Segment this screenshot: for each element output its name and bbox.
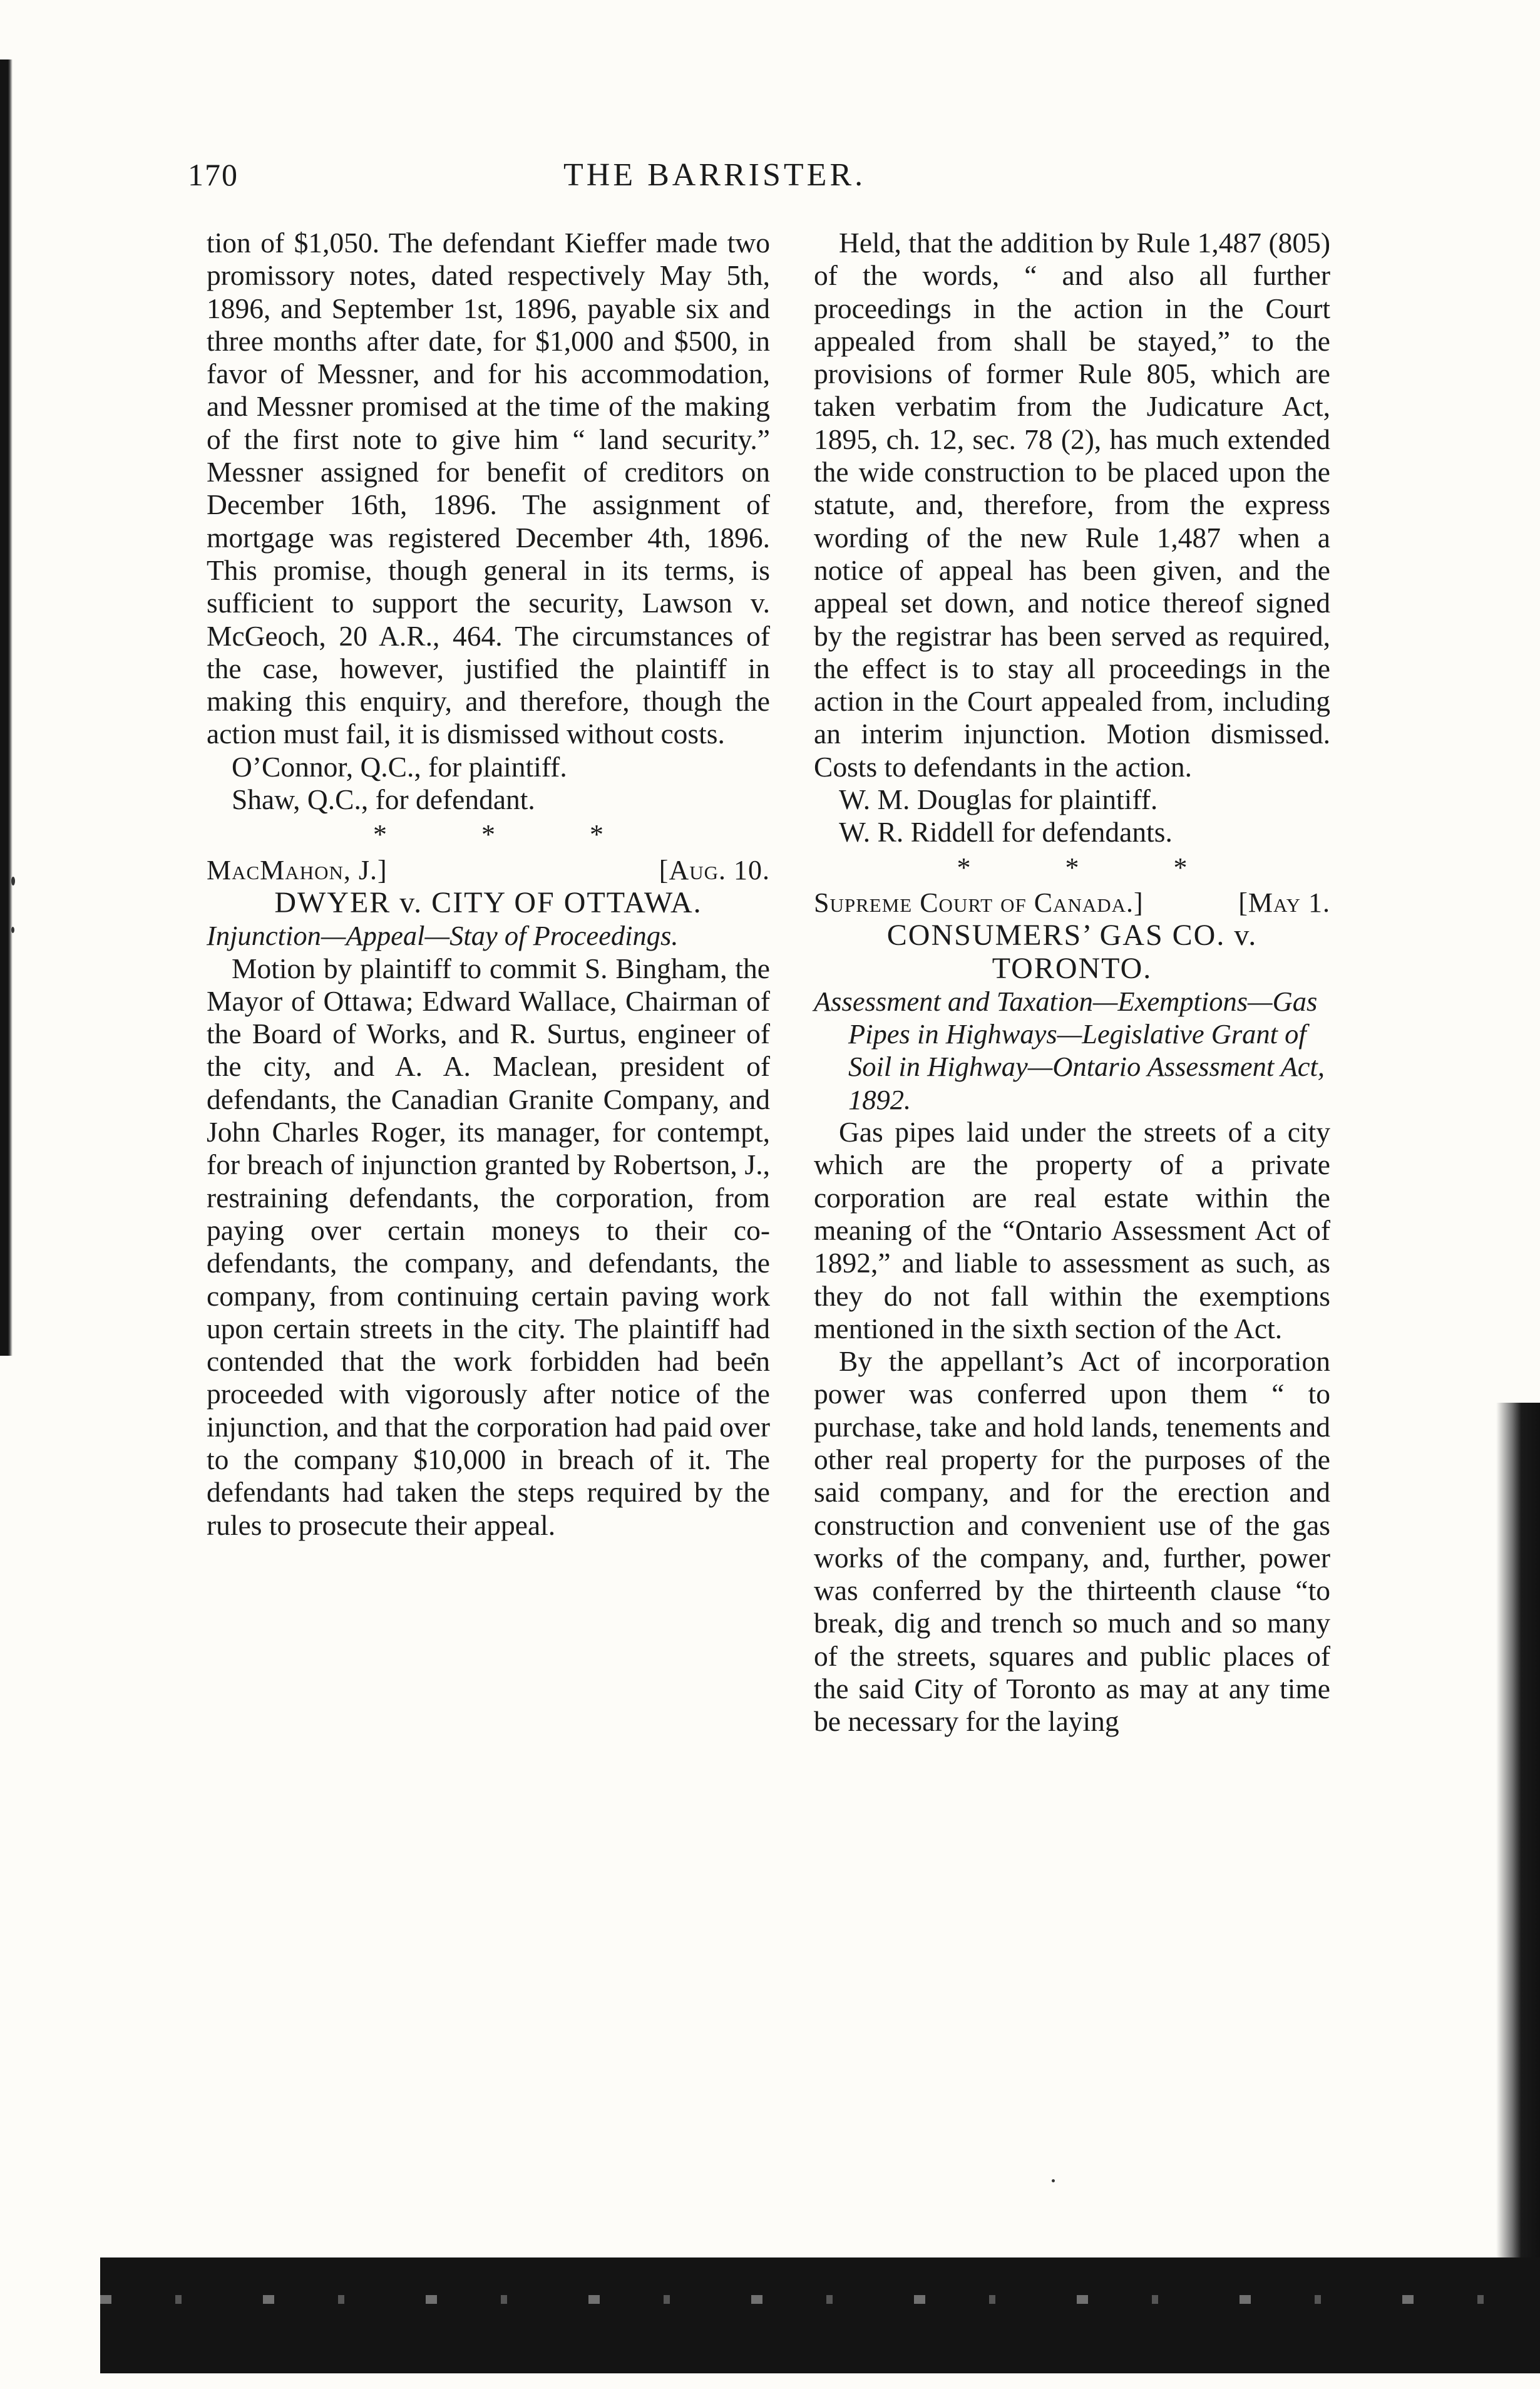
held-paragraph: Held, that the addition by Rule 1,487 (805) of the words, “ and also all further proceedings in the action in the Court appealed from shall be stayed,” to the provisions of former Rule 805, which are taken verbatim from the Judicature Act, 1895, ch. 12, sec. 78 (2), has much extended the wide construction to be placed upon the statute, and, therefore, from the express wording of the new Rule 1,487 when a notice of appeal has been given, and the appeal set down, and notice thereof signed by the registrar has been served as required, the effect is to stay all proceedings in the action in the Court appealed from, including an interim injunction. Motion dismissed. Costs to defendants in the action. bbox=[814, 227, 1330, 783]
case-date: [Aug. 10. bbox=[659, 854, 770, 885]
running-title: THE BARRISTER. bbox=[563, 157, 866, 193]
case-date: [May 1. bbox=[1238, 887, 1330, 918]
counsel-defendants: W. R. Riddell for defendants. bbox=[839, 816, 1173, 849]
right-column bbox=[814, 227, 1330, 1738]
scan-speck bbox=[1052, 2179, 1055, 2182]
counsel-plaintiff: O’Connor, Q.C., for plaintiff. bbox=[232, 750, 567, 783]
counsel-defendant: Shaw, Q.C., for defendant. bbox=[232, 783, 535, 816]
case-paragraph-1: Gas pipes laid under the streets of a city which are the property of a private corporation are real estate within the meaning of the “Ontario Assessment Act of 1892,” and liable to assessment as such, as they do not fall within the exemptions mentioned in the sixth section of the Act. bbox=[814, 1116, 1330, 1344]
opening-paragraph: tion of $1,050. The defendant Kieffer made two promissory notes, dated respectively May 5th, 1896, and September 1st, 1896, payable six and three months after date, for $1,000 and $500, in favor of Messner, and for his accommodation, and Messner promised at the time of the making of the first note to give him “ land security.” Messner assigned for benefit of creditors on December 16th, 1896. The assignment of mortgage was registered December 4th, 1896. This promise, though general in its terms, is sufficient to support the security, Lawson v. McGeoch, 20 A.R., 464. The circumstances of the case, however, justified the plaintiff in making this enquiry, and therefore, though the action must fail, it is dismissed without costs. bbox=[207, 227, 770, 750]
case-headnote: Assessment and Taxation—Exemptions—Gas Pipes in Highways—Legislative Grant of Soil in Highway—Ontario Assessment Act, 1892. bbox=[814, 985, 1325, 1115]
counsel-plaintiff: W. M. Douglas for plaintiff. bbox=[839, 783, 1158, 816]
left-column bbox=[207, 227, 770, 1542]
scan-speck bbox=[11, 927, 14, 933]
case-title-line-1: CONSUMERS’ GAS CO. v. bbox=[886, 919, 1258, 952]
case-court-line bbox=[814, 887, 1330, 919]
judge-name: MacMahon, J.] bbox=[207, 854, 388, 885]
scan-right-edge bbox=[1496, 1403, 1540, 2342]
page-header bbox=[188, 157, 1315, 207]
scan-left-edge bbox=[0, 59, 13, 1356]
case-court-line bbox=[207, 854, 770, 887]
section-separator: * * * bbox=[373, 819, 647, 850]
case-title-line-2: TORONTO. bbox=[992, 951, 1152, 985]
scan-speck bbox=[11, 877, 15, 885]
section-separator: * * * bbox=[957, 852, 1231, 883]
scan-bottom-band bbox=[100, 2257, 1540, 2373]
page-number: 170 bbox=[188, 157, 239, 192]
case-headnote: Injunction—Appeal—Stay of Proceedings. bbox=[207, 920, 679, 952]
case-title: DWYER v. CITY OF OTTAWA. bbox=[274, 885, 702, 919]
case-body: Motion by plaintiff to commit S. Bingham, the Mayor of Ottawa; Edward Wallace, Chairman of the Board of Works, and R. Surtus, engineer of the city, and A. A. Maclean, president of defendants, the Canadian Granite Company, and John Charles Roger, its manager, for contempt, for breach of injunction granted by Robertson, J., restraining defendants, the corporation, from paying over certain moneys to their co-defendants, the company, and defendants, the company, from continuing certain paving work upon certain streets in the city. The plaintiff had contended that the work forbidden had been proceeded with vigorously after notice of the injunction, and that the corporation had paid over to the company $10,000 in breach of it. The defendants had taken the steps required by the rules to prosecute their appeal. bbox=[207, 952, 770, 1541]
court-name: Supreme Court of Canada.] bbox=[814, 887, 1144, 918]
case-paragraph-2: By the appellant’s Act of incorporation power was conferred upon them “ to purchase, take and hold lands, tenements and other real property for the purposes of the said company, and for the erection and construction and convenient use of the gas works of the company, and, further, power was conferred by the thirteenth clause “to break, dig and trench so much and so many of the streets, squares and public places of the said City of Toronto as may at any time be necessary for the laying bbox=[814, 1345, 1330, 1738]
